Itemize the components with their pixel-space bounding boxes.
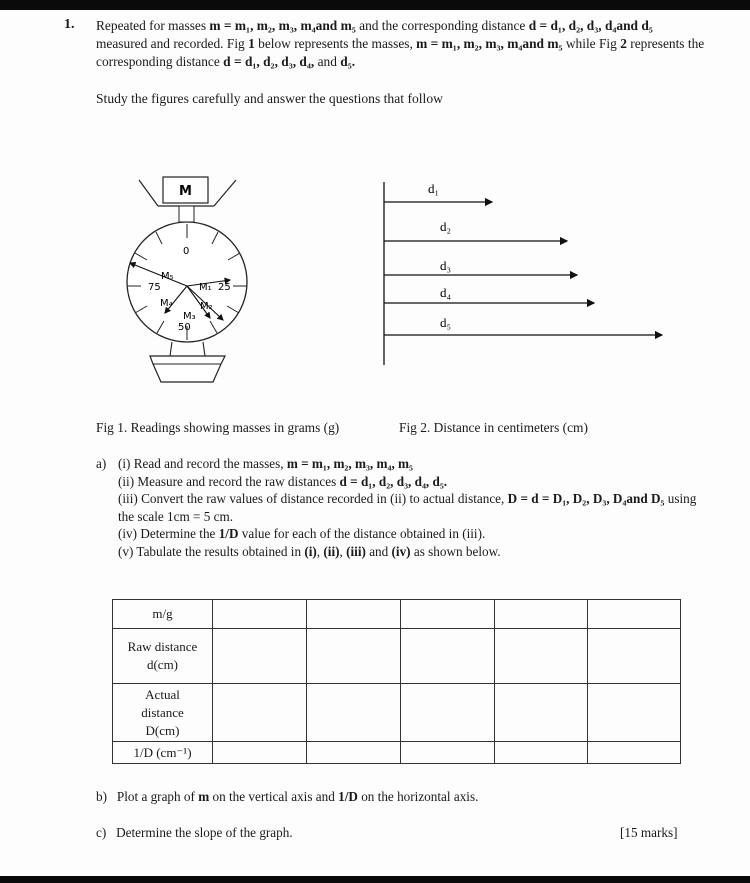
part-c: c) Determine the slope of the graph. <box>96 825 293 840</box>
pan-right-edge <box>214 180 236 206</box>
row-header-inverse-distance: 1/D (cm⁻¹) <box>113 742 213 764</box>
scale-mark-25: 25 <box>218 282 231 293</box>
question-intro: Repeated for masses m = m₁, m₂, m₃, m₄and m₅ and the corresponding distance d = d₁, d₂, d₃, d₄and d₅ measured and recorded. Fig 1 below represents the masses, m = m₁, m₂, m₃, m₄and m₅ while Fig 2 represents the corresponding distance d = d₁, d₂, d₃, d₄, and d₅. <box>96 18 705 69</box>
table-cell <box>495 684 588 742</box>
table-cell <box>588 600 681 629</box>
fig2-distance-arrows <box>370 175 670 375</box>
question-number: 1. <box>64 17 75 32</box>
fig1-mass-dial <box>115 170 260 390</box>
table-cell <box>213 600 307 629</box>
part-a-ii: (ii) Measure and record the raw distances d = d₁, d₂, d₃, d₄, d₅. <box>118 473 448 489</box>
table-row <box>113 629 681 684</box>
table-cell <box>213 742 307 764</box>
top-border <box>0 0 750 10</box>
balance-neck <box>179 206 194 222</box>
part-a-i: (i) Read and record the masses, m = m₁, m₂, m₃, m₄, m₅ <box>118 456 413 471</box>
table-cell <box>588 742 681 764</box>
table-cell <box>588 684 681 742</box>
row-header-raw-distance: Raw distance d(cm) <box>113 629 213 684</box>
label-d4: d₄ <box>440 285 452 300</box>
scale-mark-75: 75 <box>148 282 161 293</box>
base-left-post <box>170 342 172 356</box>
table-cell <box>588 629 681 684</box>
part-a-iii: (iii) Convert the raw values of distance recorded in (ii) to actual distance, D = d = D₁, D₂, D₃, D₄and D₅ using the scale 1cm = 5 cm. <box>118 491 697 524</box>
mass-box-label: M <box>179 184 192 199</box>
row-header-mass: m/g <box>113 600 213 629</box>
part-a <box>96 455 706 560</box>
part-b: b) Plot a graph of m on the vertical axis and 1/D on the horizontal axis. <box>96 789 479 804</box>
pointer-label-m3: M₃ <box>183 311 196 322</box>
label-d5: d₅ <box>440 315 452 330</box>
marks-allocation: [15 marks] <box>620 825 678 840</box>
label-d2: d₂ <box>440 219 452 234</box>
pan-left-edge <box>139 180 158 206</box>
pointer-label-m4: M₄ <box>160 298 173 309</box>
label-d3: d₃ <box>440 258 452 273</box>
scale-mark-50: 50 <box>178 322 191 333</box>
label-d1: d₁ <box>428 181 440 196</box>
table-cell <box>401 629 495 684</box>
bottom-border <box>0 876 750 883</box>
table-cell <box>307 742 401 764</box>
table-cell <box>307 600 401 629</box>
table-row <box>113 742 681 764</box>
table-cell <box>495 600 588 629</box>
base-right-post <box>203 342 205 356</box>
table-row <box>113 600 681 629</box>
part-a-v: (v) Tabulate the results obtained in (i), (ii), (iii) and (iv) as shown below. <box>118 543 501 559</box>
table-cell <box>495 629 588 684</box>
table-cell <box>213 684 307 742</box>
pointer-label-m1: M₁ <box>199 282 212 293</box>
pointer-label-m5: M₅ <box>161 271 174 282</box>
table-cell <box>213 629 307 684</box>
part-a-iv: (iv) Determine the 1/D value for each of the distance obtained in (iii). <box>118 526 486 541</box>
results-table <box>112 599 681 764</box>
table-cell <box>401 742 495 764</box>
fig2-caption: Fig 2. Distance in centimeters (cm) <box>399 420 588 435</box>
fig1-caption: Fig 1. Readings showing masses in grams (g) <box>96 420 340 435</box>
table-cell <box>495 742 588 764</box>
part-a-label: a) <box>96 456 107 471</box>
pointer-label-m2: M₂ <box>200 301 213 312</box>
balance-base <box>150 356 225 382</box>
table-cell <box>307 684 401 742</box>
scale-mark-0: 0 <box>183 246 190 257</box>
row-header-actual-distance: Actual distance D(cm) <box>113 684 213 742</box>
table-cell <box>401 684 495 742</box>
table-row <box>113 684 681 742</box>
table-cell <box>401 600 495 629</box>
study-instruction: Study the figures carefully and answer the questions that follow <box>96 91 443 106</box>
table-cell <box>307 629 401 684</box>
